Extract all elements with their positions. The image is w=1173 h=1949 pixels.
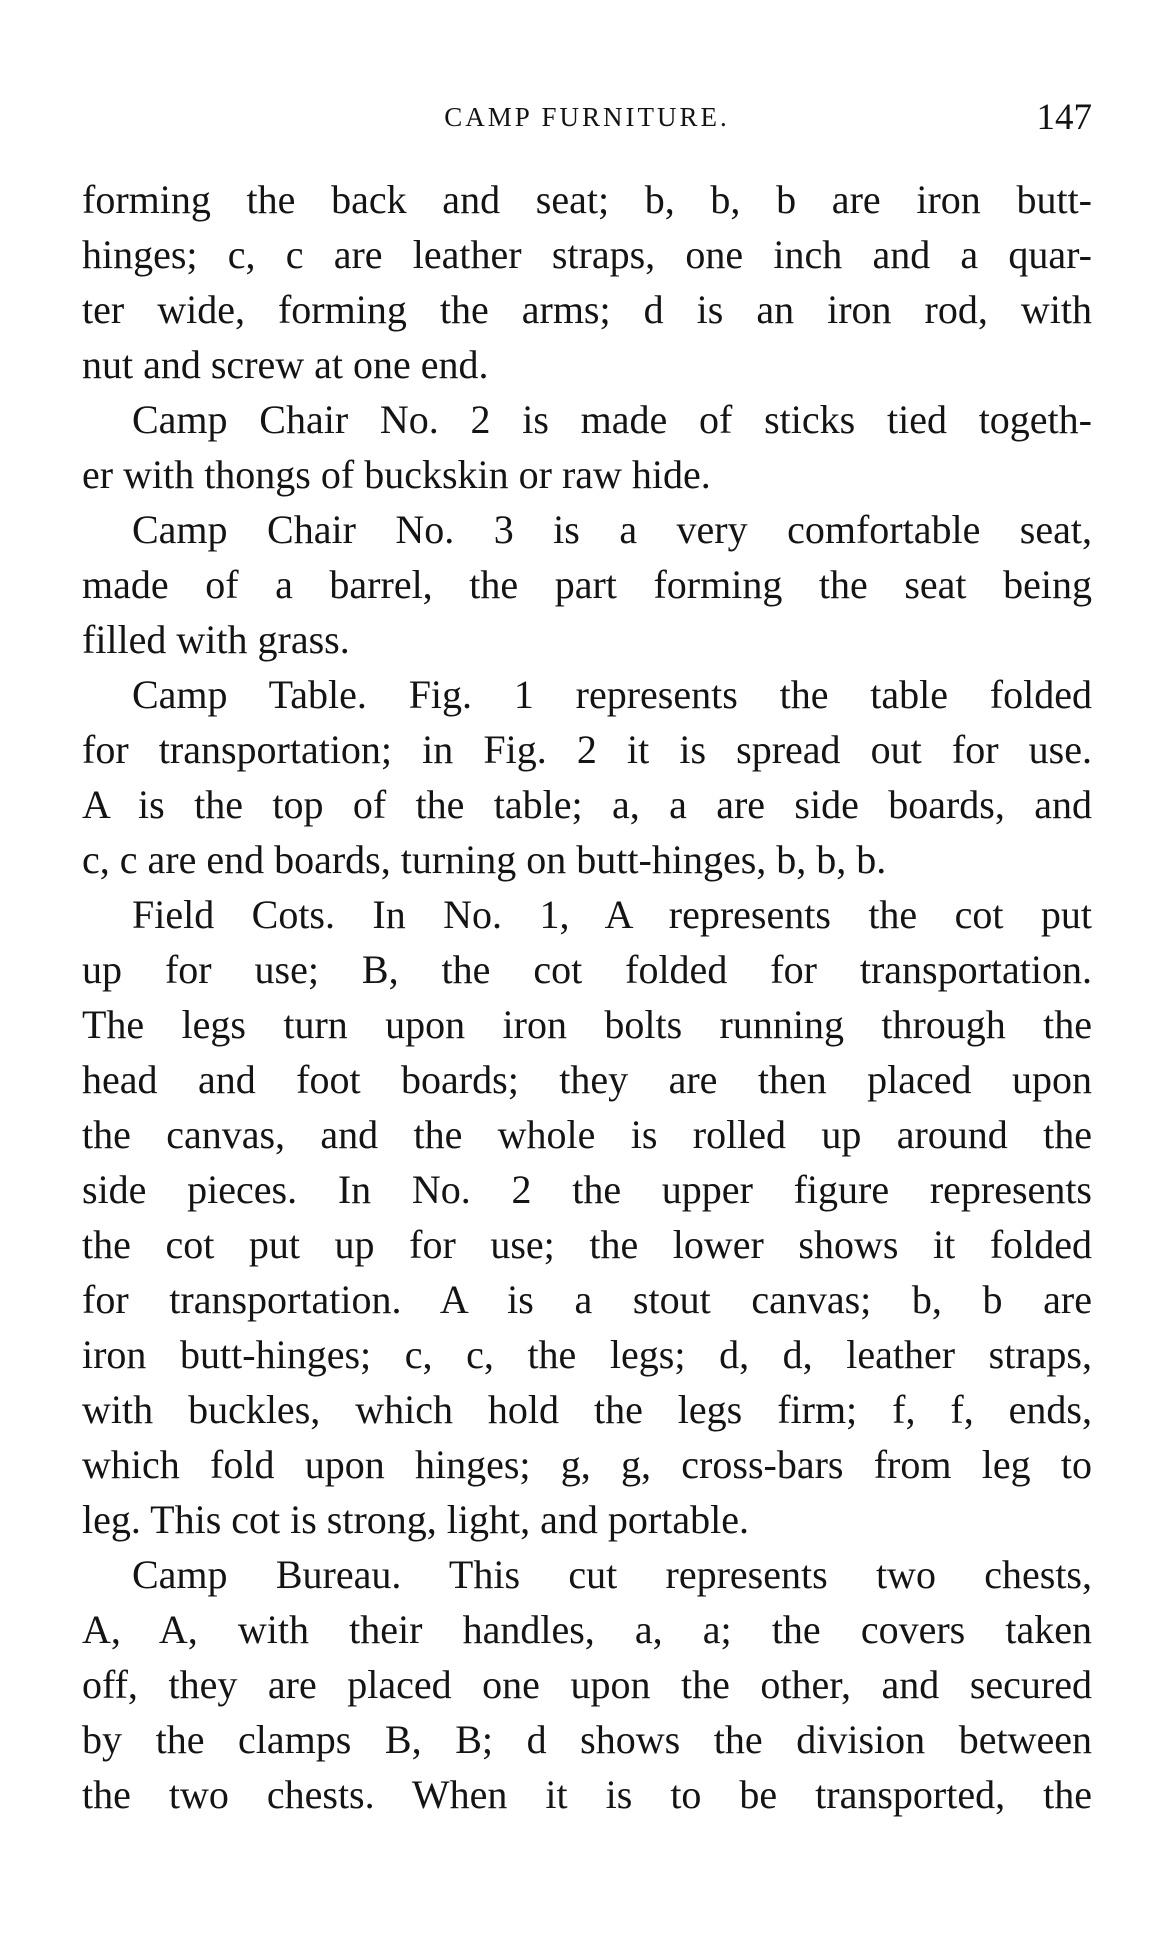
text-line: for transportation; in Fig. 2 it is spread out for use. [82,727,1092,772]
text-line: which fold upon hinges; g, g, cross-bars from leg to [82,1442,1092,1487]
body-text [82,172,1092,1822]
text-line: hinges; c, c are leather straps, one inch and a quar- [82,232,1092,277]
text-line: the cot put up for use; the lower shows it folded [82,1222,1092,1267]
text-line: nut and screw at one end. [82,342,489,387]
text-line: by the clamps B, B; d shows the division between [82,1717,1092,1762]
text-line: the two chests. When it is to be transported, the [82,1772,1092,1817]
running-head [82,96,1092,136]
text-line: up for use; B, the cot folded for transportation. [82,947,1092,992]
text-line: Camp Bureau. This cut represents two chests, [132,1552,1092,1597]
text-line: er with thongs of buckskin or raw hide. [82,452,711,497]
text-line: iron butt-hinges; c, c, the legs; d, d, leather straps, [82,1332,1092,1377]
text-line: A, A, with their handles, a, a; the covers taken [82,1607,1092,1652]
text-line: with buckles, which hold the legs firm; f, f, ends, [82,1387,1092,1432]
text-line: c, c are end boards, turning on butt-hinges, b, b, b. [82,837,887,882]
text-line: side pieces. In No. 2 the upper figure represents [82,1167,1092,1212]
text-line: Camp Chair No. 3 is a very comfortable seat, [132,507,1092,552]
text-line: head and foot boards; they are then placed upon [82,1057,1092,1102]
page-number: 147 [1036,97,1092,138]
text-line: forming the back and seat; b, b, b are iron butt- [82,177,1092,222]
text-line: leg. This cot is strong, light, and portable. [82,1497,749,1542]
text-line: for transportation. A is a stout canvas; b, b are [82,1277,1092,1322]
text-line: Camp Table. Fig. 1 represents the table folded [132,672,1092,717]
text-line: filled with grass. [82,617,350,662]
running-title: CAMP FURNITURE. [444,102,730,132]
text-line: A is the top of the table; a, a are side boards, and [82,782,1092,827]
text-line: the canvas, and the whole is rolled up around the [82,1112,1092,1157]
text-line: Camp Chair No. 2 is made of sticks tied togeth- [132,397,1092,442]
text-line: The legs turn upon iron bolts running through the [82,1002,1092,1047]
text-line: ter wide, forming the arms; d is an iron rod, with [82,287,1092,332]
text-line: made of a barrel, the part forming the seat being [82,562,1092,607]
text-line: off, they are placed one upon the other, and secured [82,1662,1092,1707]
text-line: Field Cots. In No. 1, A represents the cot put [132,892,1092,937]
